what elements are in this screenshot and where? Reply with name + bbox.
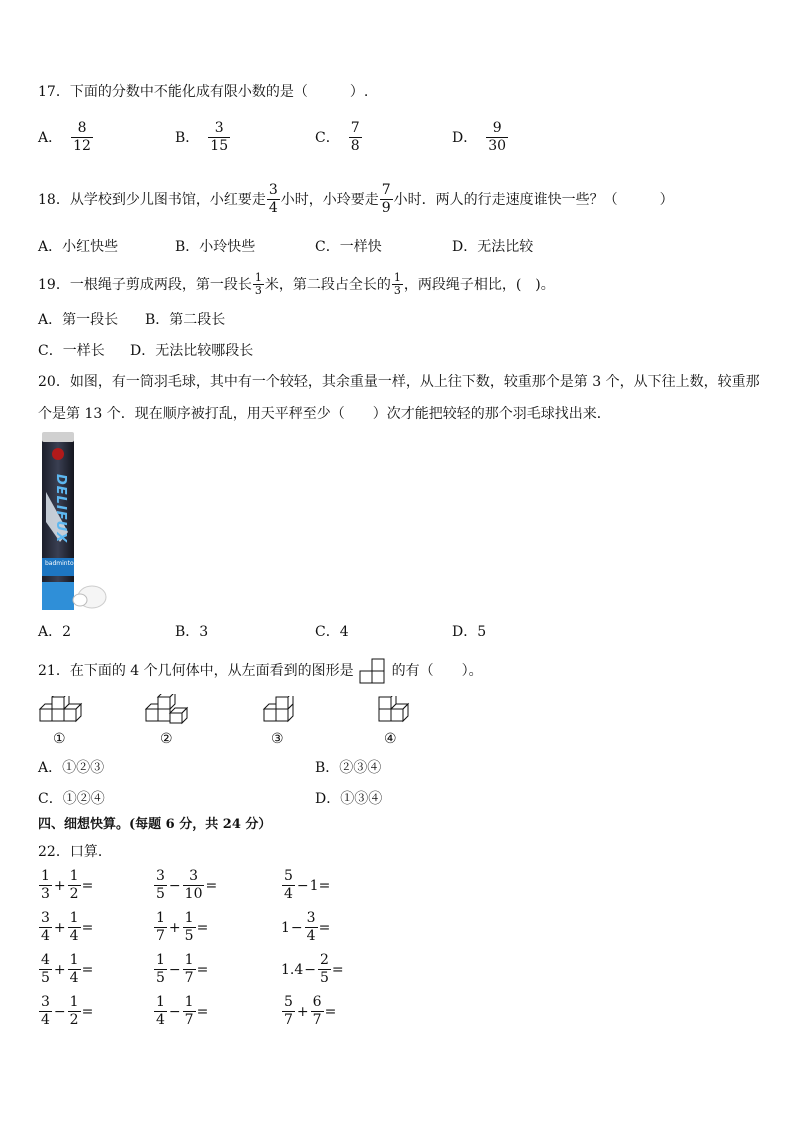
fraction: $\frac{1}{3}$ bbox=[393, 271, 401, 297]
q20-option-a[interactable]: A．2 bbox=[38, 624, 72, 640]
question-17 bbox=[38, 82, 368, 102]
q17-option-c[interactable]: C． $\frac{7}{8}$ bbox=[315, 120, 360, 154]
q19-option-d[interactable]: D．无法比较哪段长 bbox=[130, 343, 254, 359]
arithmetic-item: $\frac{5}{4}$ − 1 = bbox=[284, 868, 331, 902]
q20-option-b[interactable]: B．3 bbox=[175, 624, 209, 640]
fraction: $\frac{1}{5}$ bbox=[184, 910, 194, 944]
fraction: $\frac{3}{10}$ bbox=[184, 868, 203, 902]
arithmetic-item: $\frac{1}{5}$ − $\frac{1}{7}$ = bbox=[156, 952, 209, 986]
arithmetic-item: $\frac{1}{7}$ + $\frac{1}{5}$ = bbox=[156, 910, 209, 944]
arithmetic-item: $\frac{1}{3}$ + $\frac{1}{2}$ = bbox=[41, 868, 94, 902]
arithmetic-item: $\frac{5}{7}$ + $\frac{6}{7}$ = bbox=[284, 994, 337, 1028]
cube-figure-3 bbox=[262, 696, 302, 730]
question-18: 18．从学校到少儿图书馆，小红要走 $\frac{3}{4}$ 小时，小玲要走 $\frac{7}{9}$ 小时．两人的行走速度谁快一些？（ ） bbox=[38, 182, 674, 216]
fraction: $\frac{6}{7}$ bbox=[312, 994, 322, 1028]
cube-label-4: ④ bbox=[384, 731, 397, 747]
cube-label-2: ② bbox=[160, 731, 173, 747]
fraction: $\frac{3}{4}$ bbox=[268, 182, 278, 216]
q17-option-d[interactable]: D． $\frac{9}{30}$ bbox=[452, 120, 507, 154]
q17-option-b[interactable]: B． $\frac{3}{15}$ bbox=[175, 120, 229, 154]
cube-figure-2 bbox=[144, 694, 194, 730]
q19-option-c[interactable]: C．一样长 bbox=[38, 343, 105, 359]
question-21: 21．在下面的 4 个几何体中，从左面看到的图形是 的有（ ）。 bbox=[38, 658, 483, 684]
section-4-heading: 四、细想快算。(每题 6 分，共 24 分） bbox=[38, 817, 272, 832]
fraction: $\frac{5}{7}$ bbox=[284, 994, 293, 1028]
fraction: $\frac{1}{3}$ bbox=[254, 271, 262, 297]
fraction: $\frac{1}{4}$ bbox=[156, 994, 165, 1028]
q18-option-d[interactable]: D．无法比较 bbox=[452, 239, 534, 255]
fraction: $\frac{1}{4}$ bbox=[69, 910, 79, 944]
q18-option-a[interactable]: A．小红快些 bbox=[38, 239, 119, 255]
fraction: $\frac{3}{4}$ bbox=[41, 910, 50, 944]
arithmetic-item: $\frac{3}{5}$ − $\frac{3}{10}$ = bbox=[156, 868, 218, 902]
fraction: $\frac{3}{4}$ bbox=[306, 910, 316, 944]
tube-brand-text: DELIFUX bbox=[53, 474, 68, 544]
q21-option-c[interactable]: C．①②④ bbox=[38, 791, 105, 807]
fraction: $\frac{1}{7}$ bbox=[184, 994, 194, 1028]
fraction: $\frac{4}{5}$ bbox=[41, 952, 50, 986]
fraction: $\frac{1}{4}$ bbox=[69, 952, 79, 986]
fraction: $\frac{1}{2}$ bbox=[69, 868, 79, 902]
question-20-line-1: 20．如图，有一筒羽毛球，其中有一个较轻，其余重量一样，从上往下数，较重那个是第 3 个，从下往上数，较重那 bbox=[38, 374, 760, 390]
cube-figure-4 bbox=[377, 696, 417, 730]
fraction: $\frac{3}{5}$ bbox=[156, 868, 165, 902]
tube-sub-text: badminton bbox=[45, 560, 78, 567]
fraction: $\frac{1}{7}$ bbox=[156, 910, 165, 944]
fraction: $\frac{7}{9}$ bbox=[381, 182, 391, 216]
arithmetic-item: $\frac{3}{4}$ − $\frac{1}{2}$ = bbox=[41, 994, 94, 1028]
fraction: $\frac{5}{4}$ bbox=[284, 868, 293, 902]
arithmetic-item: 1 − $\frac{3}{4}$ = bbox=[281, 910, 331, 944]
q20-option-d[interactable]: D．5 bbox=[452, 624, 487, 640]
fraction: $\frac{1}{5}$ bbox=[156, 952, 165, 986]
question-20-line-2: 个是第 13 个．现在顺序被打乱，用天平秤至少（ ）次才能把较轻的那个羽毛球找出来． bbox=[38, 406, 611, 422]
cube-label-1: ① bbox=[53, 731, 66, 747]
q19-option-b[interactable]: B．第二段长 bbox=[145, 312, 226, 328]
fraction: $\frac{1}{7}$ bbox=[184, 952, 194, 986]
arithmetic-item: $\frac{4}{5}$ + $\frac{1}{4}$ = bbox=[41, 952, 94, 986]
badminton-tube-image bbox=[38, 432, 110, 612]
arithmetic-item: 1.4 − $\frac{2}{5}$ = bbox=[281, 952, 344, 986]
fraction: $\frac{2}{5}$ bbox=[320, 952, 329, 986]
arithmetic-item: $\frac{1}{4}$ − $\frac{1}{7}$ = bbox=[156, 994, 209, 1028]
question-22-title: 22．口算． bbox=[38, 844, 112, 860]
question-19: 19．一根绳子剪成两段，第一段长 $\frac{1}{3}$ 米，第二段占全长的 $\frac{1}{3}$ ，两段绳子相比，( )。 bbox=[38, 271, 555, 297]
cube-figure-1 bbox=[38, 696, 86, 730]
q21-option-d[interactable]: D．①③④ bbox=[315, 791, 383, 807]
q21-option-b[interactable]: B．②③④ bbox=[315, 760, 382, 776]
q19-option-a[interactable]: A．第一段长 bbox=[38, 312, 119, 328]
fraction: $\frac{1}{2}$ bbox=[69, 994, 79, 1028]
q20-option-c[interactable]: C．4 bbox=[315, 624, 349, 640]
fraction: $\frac{1}{3}$ bbox=[41, 868, 50, 902]
q18-option-b[interactable]: B．小玲快些 bbox=[175, 239, 256, 255]
fraction: $\frac{3}{4}$ bbox=[41, 994, 50, 1028]
left-view-shape-icon bbox=[358, 658, 388, 684]
cube-label-3: ③ bbox=[271, 731, 284, 747]
question-17-text: 17．下面的分数中不能化成有限小数的是（ ）. bbox=[38, 84, 369, 100]
q17-option-a[interactable]: A． $\frac{8}{12}$ bbox=[38, 120, 91, 154]
q21-option-a[interactable]: A．①②③ bbox=[38, 760, 105, 776]
arithmetic-item: $\frac{3}{4}$ + $\frac{1}{4}$ = bbox=[41, 910, 94, 944]
q18-option-c[interactable]: C．一样快 bbox=[315, 239, 382, 255]
